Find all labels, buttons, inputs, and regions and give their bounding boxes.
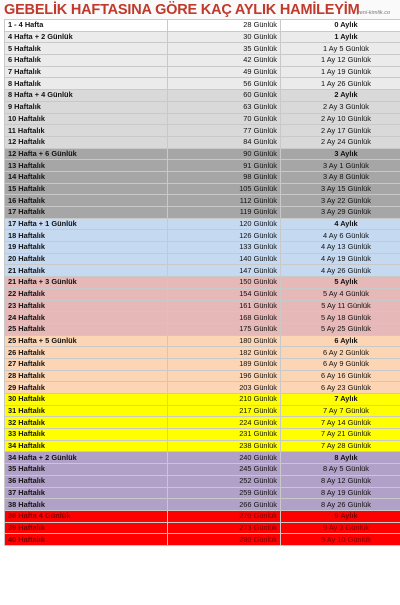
month-cell: 7 Aylık — [281, 394, 400, 406]
pregnancy-week-table — [4, 19, 400, 546]
days-cell: 240 Günlük — [168, 452, 281, 464]
month-cell: 1 Ay 19 Günlük — [281, 66, 400, 78]
month-cell: 4 Ay 13 Günlük — [281, 242, 400, 254]
table-row — [5, 300, 400, 312]
days-cell: 90 Günlük — [168, 148, 281, 160]
month-cell: 1 Aylık — [281, 31, 400, 43]
week-cell: 36 Haftalık — [5, 475, 168, 487]
days-cell: 182 Günlük — [168, 347, 281, 359]
week-cell: 9 Haftalık — [5, 101, 168, 113]
days-cell: 35 Günlük — [168, 43, 281, 55]
table-row — [5, 323, 400, 335]
days-cell: 126 Günlük — [168, 230, 281, 242]
days-cell: 56 Günlük — [168, 78, 281, 90]
table-row — [5, 195, 400, 207]
week-cell: 17 Hafta + 1 Günlük — [5, 218, 168, 230]
table-row — [5, 382, 400, 394]
week-cell: 34 Hafta + 2 Günlük — [5, 452, 168, 464]
days-cell: 210 Günlük — [168, 394, 281, 406]
table-row — [5, 113, 400, 125]
week-cell: 39 Haftalık — [5, 522, 168, 534]
table-row — [5, 160, 400, 172]
days-cell: 266 Günlük — [168, 499, 281, 511]
month-cell: 6 Ay 9 Günlük — [281, 358, 400, 370]
month-cell: 7 Ay 14 Günlük — [281, 417, 400, 429]
week-cell: 11 Haftalık — [5, 125, 168, 137]
week-cell: 12 Hafta + 6 Günlük — [5, 148, 168, 160]
table-row — [5, 90, 400, 102]
month-cell: 9 Ay 10 Günlük — [281, 534, 400, 546]
table-row — [5, 101, 400, 113]
table-row — [5, 136, 400, 148]
table-row — [5, 31, 400, 43]
days-cell: 91 Günlük — [168, 160, 281, 172]
table-row — [5, 405, 400, 417]
month-cell: 7 Ay 28 Günlük — [281, 440, 400, 452]
week-cell: 25 Haftalık — [5, 323, 168, 335]
month-cell: 3 Ay 1 Günlük — [281, 160, 400, 172]
days-cell: 189 Günlük — [168, 358, 281, 370]
month-cell: 5 Ay 18 Günlük — [281, 312, 400, 324]
month-cell: 4 Aylık — [281, 218, 400, 230]
table-row — [5, 207, 400, 219]
days-cell: 196 Günlük — [168, 370, 281, 382]
table-row — [5, 183, 400, 195]
month-cell: 1 Ay 26 Günlük — [281, 78, 400, 90]
table-row — [5, 394, 400, 406]
month-cell: 3 Ay 22 Günlük — [281, 195, 400, 207]
table-row — [5, 277, 400, 289]
month-cell: 2 Ay 17 Günlük — [281, 125, 400, 137]
days-cell: 270 Günlük — [168, 510, 281, 522]
week-cell: 5 Haftalık — [5, 43, 168, 55]
days-cell: 112 Günlük — [168, 195, 281, 207]
days-cell: 203 Günlük — [168, 382, 281, 394]
week-cell: 33 Haftalık — [5, 429, 168, 441]
days-cell: 154 Günlük — [168, 288, 281, 300]
days-cell: 217 Günlük — [168, 405, 281, 417]
days-cell: 150 Günlük — [168, 277, 281, 289]
week-cell: 40 Haftalık — [5, 534, 168, 546]
week-cell: 8 Hafta + 4 Günlük — [5, 90, 168, 102]
week-cell: 7 Haftalık — [5, 66, 168, 78]
days-cell: 42 Günlük — [168, 55, 281, 67]
days-cell: 231 Günlük — [168, 429, 281, 441]
week-cell: 28 Haftalık — [5, 370, 168, 382]
days-cell: 245 Günlük — [168, 464, 281, 476]
days-cell: 280 Günlük — [168, 534, 281, 546]
days-cell: 133 Günlük — [168, 242, 281, 254]
week-cell: 23 Haftalık — [5, 300, 168, 312]
days-cell: 168 Günlük — [168, 312, 281, 324]
month-cell: 2 Aylık — [281, 90, 400, 102]
month-cell: 7 Ay 7 Günlük — [281, 405, 400, 417]
week-cell: 14 Haftalık — [5, 171, 168, 183]
week-cell: 25 Hafta + 5 Günlük — [5, 335, 168, 347]
page-title: GEBELİK HAFTASINA GÖRE KAÇ AYLIK HAMİLEYİM — [4, 2, 360, 18]
table-row — [5, 534, 400, 546]
days-cell: 147 Günlük — [168, 265, 281, 277]
table-row — [5, 358, 400, 370]
table-row — [5, 499, 400, 511]
table-row — [5, 125, 400, 137]
week-cell: 35 Haftalık — [5, 464, 168, 476]
table-row — [5, 452, 400, 464]
site-watermark: yeni-kimlik.co — [357, 10, 391, 16]
week-cell: 26 Haftalık — [5, 347, 168, 359]
month-cell: 3 Ay 8 Günlük — [281, 171, 400, 183]
week-cell: 12 Haftalık — [5, 136, 168, 148]
table-row — [5, 429, 400, 441]
week-cell: 8 Haftalık — [5, 78, 168, 90]
table-row — [5, 253, 400, 265]
month-cell: 6 Ay 23 Günlük — [281, 382, 400, 394]
month-cell: 5 Ay 4 Günlük — [281, 288, 400, 300]
table-row — [5, 66, 400, 78]
days-cell: 28 Günlük — [168, 20, 281, 32]
days-cell: 84 Günlük — [168, 136, 281, 148]
table-row — [5, 475, 400, 487]
week-cell: 24 Haftalık — [5, 312, 168, 324]
month-cell: 0 Aylık — [281, 20, 400, 32]
week-cell: 29 Haftalık — [5, 382, 168, 394]
month-cell: 8 Aylık — [281, 452, 400, 464]
table-row — [5, 487, 400, 499]
week-cell: 31 Haftalık — [5, 405, 168, 417]
table-row — [5, 417, 400, 429]
week-cell: 21 Hafta + 3 Günlük — [5, 277, 168, 289]
week-cell: 21 Haftalık — [5, 265, 168, 277]
table-row — [5, 265, 400, 277]
table-row — [5, 440, 400, 452]
week-cell: 13 Haftalık — [5, 160, 168, 172]
days-cell: 98 Günlük — [168, 171, 281, 183]
days-cell: 273 Günlük — [168, 522, 281, 534]
month-cell: 8 Ay 26 Günlük — [281, 499, 400, 511]
table-row — [5, 522, 400, 534]
week-cell: 20 Haftalık — [5, 253, 168, 265]
month-cell: 4 Ay 26 Günlük — [281, 265, 400, 277]
week-cell: 10 Haftalık — [5, 113, 168, 125]
week-cell: 38 Haftalık — [5, 499, 168, 511]
month-cell: 2 Ay 3 Günlük — [281, 101, 400, 113]
month-cell: 8 Ay 5 Günlük — [281, 464, 400, 476]
week-cell: 6 Haftalık — [5, 55, 168, 67]
month-cell: 2 Ay 24 Günlük — [281, 136, 400, 148]
days-cell: 259 Günlük — [168, 487, 281, 499]
table-row — [5, 230, 400, 242]
week-cell: 16 Haftalık — [5, 195, 168, 207]
title-bar — [0, 0, 400, 20]
month-cell: 3 Aylık — [281, 148, 400, 160]
month-cell: 1 Ay 12 Günlük — [281, 55, 400, 67]
days-cell: 60 Günlük — [168, 90, 281, 102]
month-cell: 4 Ay 6 Günlük — [281, 230, 400, 242]
week-cell: 18 Haftalık — [5, 230, 168, 242]
table-row — [5, 312, 400, 324]
month-cell: 1 Ay 5 Günlük — [281, 43, 400, 55]
days-cell: 161 Günlük — [168, 300, 281, 312]
days-cell: 70 Günlük — [168, 113, 281, 125]
week-cell: 37 Haftalık — [5, 487, 168, 499]
week-cell: 34 Haftalık — [5, 440, 168, 452]
table-row — [5, 347, 400, 359]
week-cell: 15 Haftalık — [5, 183, 168, 195]
month-cell: 4 Ay 19 Günlük — [281, 253, 400, 265]
week-cell: 4 Hafta + 2 Günlük — [5, 31, 168, 43]
days-cell: 238 Günlük — [168, 440, 281, 452]
week-cell: 17 Haftalık — [5, 207, 168, 219]
table-row — [5, 171, 400, 183]
month-cell: 5 Aylık — [281, 277, 400, 289]
days-cell: 30 Günlük — [168, 31, 281, 43]
days-cell: 175 Günlük — [168, 323, 281, 335]
month-cell: 6 Ay 2 Günlük — [281, 347, 400, 359]
table-row — [5, 288, 400, 300]
month-cell: 5 Ay 11 Günlük — [281, 300, 400, 312]
month-cell: 7 Ay 21 Günlük — [281, 429, 400, 441]
table-row — [5, 148, 400, 160]
table-row — [5, 370, 400, 382]
days-cell: 120 Günlük — [168, 218, 281, 230]
week-cell: 32 Haftalık — [5, 417, 168, 429]
table-row — [5, 78, 400, 90]
days-cell: 77 Günlük — [168, 125, 281, 137]
table-row — [5, 242, 400, 254]
days-cell: 224 Günlük — [168, 417, 281, 429]
days-cell: 252 Günlük — [168, 475, 281, 487]
month-cell: 6 Aylık — [281, 335, 400, 347]
month-cell: 9 Ay 3 Günlük — [281, 522, 400, 534]
week-cell: 38 Hafta 4 Günlük — [5, 510, 168, 522]
month-cell: 3 Ay 29 Günlük — [281, 207, 400, 219]
month-cell: 8 Ay 12 Günlük — [281, 475, 400, 487]
month-cell: 3 Ay 15 Günlük — [281, 183, 400, 195]
table-row — [5, 218, 400, 230]
table-row — [5, 55, 400, 67]
week-cell: 30 Haftalık — [5, 394, 168, 406]
week-cell: 27 Haftalık — [5, 358, 168, 370]
month-cell: 8 Ay 19 Günlük — [281, 487, 400, 499]
days-cell: 49 Günlük — [168, 66, 281, 78]
table-row — [5, 510, 400, 522]
month-cell: 9 Aylık — [281, 510, 400, 522]
month-cell: 2 Ay 10 Günlük — [281, 113, 400, 125]
days-cell: 119 Günlük — [168, 207, 281, 219]
month-cell: 6 Ay 16 Günlük — [281, 370, 400, 382]
table-row — [5, 20, 400, 32]
days-cell: 180 Günlük — [168, 335, 281, 347]
week-cell: 19 Haftalık — [5, 242, 168, 254]
table-row — [5, 43, 400, 55]
month-cell: 5 Ay 25 Günlük — [281, 323, 400, 335]
week-cell: 1 - 4 Hafta — [5, 20, 168, 32]
table-row — [5, 464, 400, 476]
week-cell: 22 Haftalık — [5, 288, 168, 300]
days-cell: 140 Günlük — [168, 253, 281, 265]
days-cell: 105 Günlük — [168, 183, 281, 195]
table-row — [5, 335, 400, 347]
days-cell: 63 Günlük — [168, 101, 281, 113]
